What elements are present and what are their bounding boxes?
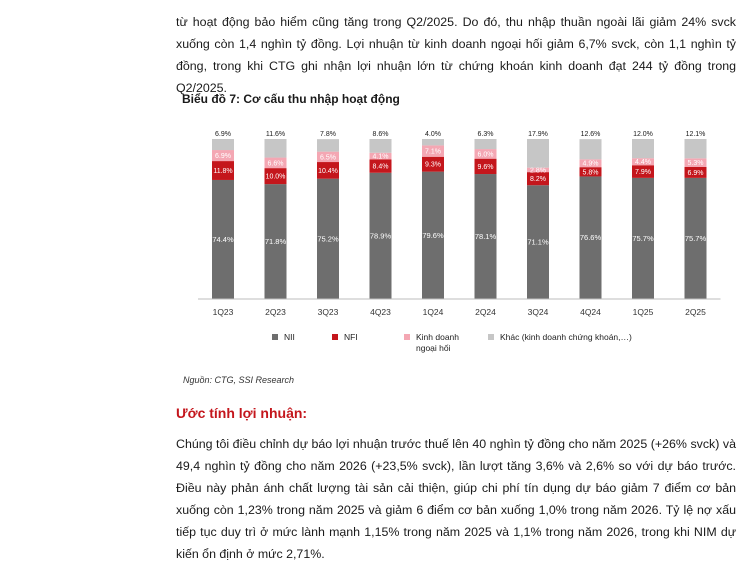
x-tick-label: 3Q23 [317, 307, 339, 317]
legend-label: NFI [344, 332, 358, 342]
legend-label: NII [284, 332, 295, 342]
bar-segment [265, 139, 287, 158]
data-label: 6.0% [477, 151, 494, 159]
stacked-bar-chart [176, 110, 736, 360]
data-label: 7.9% [635, 169, 651, 177]
bar-segment [317, 139, 339, 151]
data-label: 8.6% [372, 131, 389, 138]
legend-label: Khác (kinh doanh chứng khoán,…) [500, 332, 632, 342]
legend-swatch [272, 334, 278, 340]
legend-label: Kinh doanh [416, 332, 460, 342]
chart-bars [212, 131, 707, 299]
data-label: 4.9% [582, 160, 599, 168]
data-label: 6.5% [320, 154, 336, 162]
source-note: Nguồn: CTG, SSI Research [183, 375, 295, 385]
data-label: 11.8% [213, 168, 233, 176]
data-label: 7.8% [320, 131, 336, 139]
legend-swatch [488, 334, 494, 340]
legend-label: ngoại hối [416, 343, 451, 353]
data-label: 76.6% [579, 233, 602, 243]
x-tick-label: 3Q24 [527, 307, 549, 317]
data-label: 12.1% [685, 131, 706, 138]
data-label: 79.6% [422, 230, 444, 240]
legend-swatch [332, 334, 338, 340]
chart-title: Biểu đồ 7: Cơ cấu thu nhập hoạt động [182, 92, 400, 106]
data-label: 74.4% [212, 234, 234, 244]
chart-legend [272, 332, 632, 353]
data-label: 17.9% [528, 131, 548, 138]
x-tick-label: 2Q24 [475, 307, 496, 317]
data-label: 4.0% [425, 131, 441, 138]
x-axis-ticks [213, 307, 707, 317]
data-label: 10.4% [318, 167, 338, 175]
bar-segment [527, 139, 549, 168]
data-label: 12.0% [633, 131, 653, 138]
x-tick-label: 2Q23 [265, 307, 286, 317]
x-tick-label: 4Q24 [580, 307, 601, 317]
data-label: 75.7% [684, 233, 707, 243]
x-tick-label: 2Q25 [685, 307, 706, 317]
data-label: 78.9% [369, 231, 392, 241]
data-label: 4.1% [372, 153, 389, 161]
data-label: 5.8% [582, 169, 599, 177]
data-label: 10.0% [265, 173, 286, 181]
data-label: 8.4% [372, 163, 389, 171]
bar-segment [685, 139, 707, 158]
data-label: 8.2% [530, 176, 546, 184]
data-label: 6.9% [215, 153, 231, 161]
bar-segment [370, 139, 392, 153]
data-label: 6.9% [687, 169, 704, 177]
data-label: 6.9% [215, 131, 231, 138]
data-label: 6.6% [267, 160, 284, 168]
data-label: 9.6% [477, 163, 494, 171]
data-label: 2.8% [530, 167, 546, 175]
data-label: 75.2% [317, 234, 339, 244]
data-label: 4.4% [635, 159, 651, 167]
data-label: 78.1% [474, 232, 497, 242]
bar-segment [475, 139, 497, 149]
bar-segment [422, 139, 444, 145]
data-label: 12.6% [580, 131, 601, 139]
body-paragraph: Chúng tôi điều chỉnh dự báo lợi nhuận trước thuế lên 40 nghìn tỷ đồng cho năm 2025 (+26% svck) và 49,4 nghìn tỷ đồng cho năm 2026 (+23,5% svck), lần lượt tăng 3,6% và 2,6% so với dự báo trước. Điều này phản ánh chất lượng tài sản cải thiện, giúp chi phí tín dụng dự báo giảm 7 điểm cơ bản xuống còn 1,23% trong năm 2025 và giảm 6 điểm cơ bản xuống 1,0% trong năm 2026. Tỷ lệ nợ xấu tiếp tục duy trì ở mức lành mạnh 1,15% trong năm 2025 và 1,1% trong năm 2026, trong khi NIM dự kiến ổn định ở mức 2,71%. [176, 437, 736, 561]
data-label: 9.3% [425, 161, 441, 169]
intro-paragraph: từ hoạt động bảo hiểm cũng tăng trong Q2/2025. Do đó, thu nhập thuần ngoài lãi giảm 24% svck xuống còn 1,4 nghìn tỷ đồng. Lợi nhuận từ kinh doanh ngoại hối giảm 6,7% svck, còn 1,1 nghìn tỷ đồng, trong khi CTG ghi nhận lợi nhuận lớn từ chứng khoán kinh doanh đạt 244 tỷ đồng trong Q2/2025. [176, 15, 736, 95]
x-tick-label: 1Q24 [422, 307, 444, 317]
bar-segment [212, 139, 234, 150]
data-label: 5.3% [687, 160, 704, 168]
legend-swatch [404, 334, 410, 340]
data-label: 6.3% [477, 131, 494, 138]
x-tick-label: 1Q23 [212, 307, 234, 317]
data-label: 7.1% [425, 148, 441, 156]
x-tick-label: 1Q25 [632, 307, 654, 317]
data-label: 71.1% [527, 237, 549, 247]
data-label: 75.7% [632, 233, 654, 243]
bar-segment [580, 139, 602, 159]
bar-segment [632, 139, 654, 158]
x-tick-label: 4Q23 [370, 307, 391, 317]
data-label: 71.8% [264, 237, 287, 247]
section-heading: Ước tính lợi nhuận: [176, 405, 308, 421]
data-label: 11.6% [265, 131, 286, 138]
